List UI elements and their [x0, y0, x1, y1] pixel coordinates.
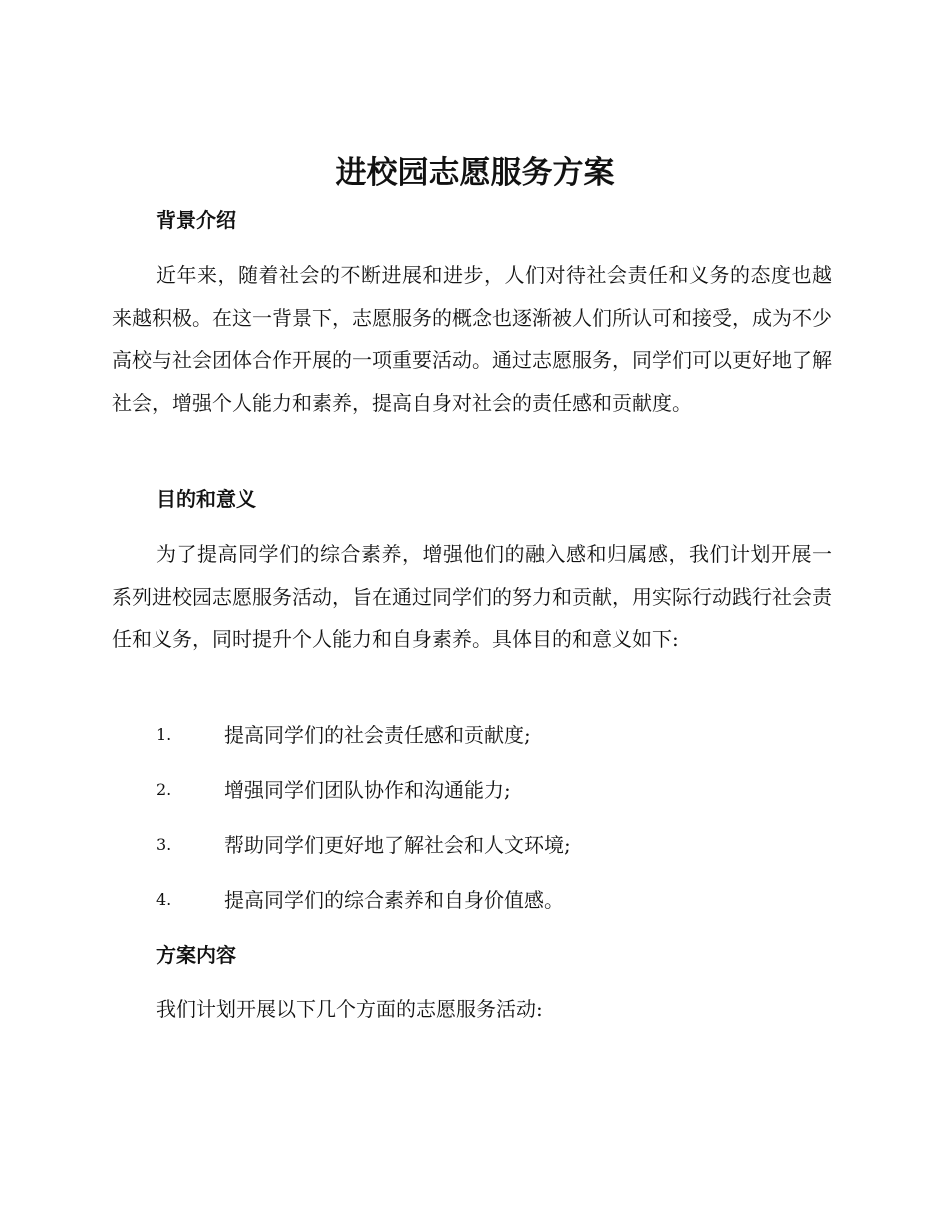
list-number: 3. — [156, 835, 172, 854]
list-number: 2. — [156, 780, 172, 799]
list-text: 提高同学们的综合素养和自身价值感。 — [224, 888, 564, 912]
document-title: 进校园志愿服务方案 — [335, 155, 615, 191]
background-paragraph: 近年来，随着社会的不断进展和进步，人们对待社会责任和义务的态度也越来越积极。在这一背景下，志愿服务的概念也逐渐被人们所认可和接受，成为不少高校与社会团体合作开展的一项重要活动。通过志愿服务，同学们可以更好地了解社会，增强个人能力和素养，提高自身对社会的责任感和贡献度。 — [112, 263, 832, 415]
list-item — [156, 882, 836, 918]
section-heading-plan: 方案内容 — [156, 943, 236, 967]
list-item — [156, 717, 836, 753]
section-heading-purpose: 目的和意义 — [156, 487, 256, 511]
list-item — [156, 827, 836, 863]
section-heading-background: 背景介绍 — [156, 208, 236, 232]
list-number: 4. — [156, 890, 172, 909]
list-text: 提高同学们的社会责任感和贡献度; — [224, 723, 531, 747]
list-item — [156, 772, 836, 808]
list-text: 增强同学们团队协作和沟通能力; — [224, 778, 511, 802]
list-text: 帮助同学们更好地了解社会和人文环境; — [224, 833, 571, 857]
plan-paragraph: 我们计划开展以下几个方面的志愿服务活动: — [156, 997, 543, 1021]
purpose-paragraph: 为了提高同学们的综合素养，增强他们的融入感和归属感，我们计划开展一系列进校园志愿服务活动，旨在通过同学们的努力和贡献，用实际行动践行社会责任和义务，同时提升个人能力和自身素养。具体目的和意义如下: — [112, 542, 832, 651]
list-number: 1. — [156, 725, 172, 744]
